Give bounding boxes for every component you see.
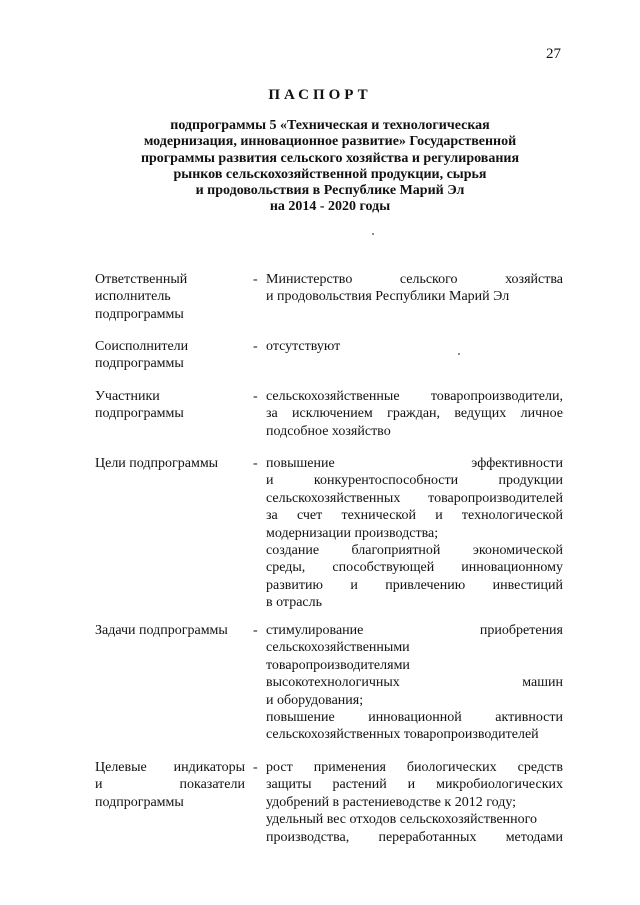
row-dash: -	[253, 760, 258, 775]
document-subtitle	[110, 118, 550, 216]
row-value-line: рост применения биологических средств	[266, 760, 563, 775]
row-dash: -	[253, 623, 258, 638]
row-label-line: Ответственный	[95, 272, 188, 287]
row-dash: -	[253, 339, 258, 354]
row-value-line: сельскохозяйственными	[266, 640, 410, 656]
row-value-line: создание благоприятной экономической	[266, 543, 563, 559]
row-label-line: подпрограммы	[95, 356, 184, 372]
row-value-line: подсобное хозяйство	[266, 423, 391, 439]
row-label-line: Цели подпрограммы	[95, 456, 219, 471]
row-value-line: удельный вес отходов сельскохозяйственного	[266, 812, 538, 828]
row-dash: -	[253, 272, 258, 287]
row-value-line: среды, способствующей инновационному	[266, 560, 563, 576]
row-value	[266, 759, 563, 846]
row-value-line: защиты растений и микробиологических	[266, 777, 563, 793]
row-value	[266, 271, 563, 306]
row-label-line: подпрограммы	[95, 794, 184, 810]
row-label	[95, 455, 245, 472]
subtitle-line: рынков сельскохозяйственной продукции, сырья	[173, 166, 487, 182]
row-value-line: модернизации производства;	[266, 525, 439, 541]
row-label-line: Задачи подпрограммы	[95, 623, 228, 638]
row-value-line: сельскохозяйственных товаропроизводителей	[266, 727, 539, 743]
row-value-line: и продовольствия Республики Марий Эл	[266, 289, 510, 305]
row-value-line: за счет технической и технологической	[266, 508, 563, 524]
row-label	[95, 622, 245, 639]
row-value-line: повышение инновационной активности	[266, 710, 563, 726]
row-value	[266, 338, 563, 355]
row-value-line: в отрасль	[266, 595, 323, 611]
page-number: 27	[546, 46, 561, 62]
row-label-line: подпрограммы	[95, 406, 184, 422]
row-value-line: отсутствуют	[266, 339, 341, 354]
subtitle-line: на 2014 - 2020 годы	[269, 199, 391, 215]
row-label-line: Соисполнители	[95, 339, 189, 354]
row-value-line: Министерство сельского хозяйства	[266, 272, 563, 287]
row-value-line: за исключением граждан, ведущих личное	[266, 406, 563, 422]
row-label	[95, 388, 245, 423]
scan-speck	[372, 233, 374, 235]
row-label-line: Целевые индикаторы	[95, 760, 245, 775]
document-title: ПАСПОРТ	[268, 87, 372, 103]
subtitle-line: подпрограммы 5 «Техническая и технологическая	[170, 118, 490, 133]
row-label	[95, 759, 245, 811]
row-label	[95, 338, 245, 373]
row-label-line: Участники	[95, 389, 160, 404]
row-value-line: сельскохозяйственные товаропроизводители,	[266, 389, 563, 404]
row-value-line: удобрений в растениеводстве к 2012 году;	[266, 794, 517, 810]
subtitle-line: модернизация, инновационное развитие» Государственной	[143, 134, 517, 150]
row-value-line: сельскохозяйственных товаропроизводителей	[266, 490, 563, 506]
row-value-line: стимулирование приобретения	[266, 623, 563, 638]
row-value-line: и конкурентоспособности продукции	[266, 473, 563, 489]
row-value-line: и оборудования;	[266, 692, 364, 708]
row-value-line: повышение эффективности	[266, 456, 563, 471]
row-label-line: и показатели	[95, 777, 245, 793]
row-value-line: развитию и привлечению инвестиций	[266, 577, 563, 593]
subtitle-line: программы развития сельского хозяйства и регулирования	[140, 150, 520, 166]
row-dash: -	[253, 389, 258, 404]
row-value	[266, 388, 563, 440]
row-dash: -	[253, 456, 258, 471]
row-value	[266, 455, 563, 612]
subtitle-line: и продовольствия в Республике Марий Эл	[195, 183, 465, 199]
row-value-line: товаропроизводителями	[266, 657, 410, 673]
row-value-line: производства, переработанных методами	[266, 829, 563, 845]
row-label-line: подпрограммы	[95, 306, 184, 322]
scan-speck	[458, 353, 460, 355]
row-value	[266, 622, 563, 744]
row-value-line: высокотехнологичных машин	[266, 675, 563, 691]
row-label-line: исполнитель	[95, 289, 171, 305]
row-label	[95, 271, 245, 323]
